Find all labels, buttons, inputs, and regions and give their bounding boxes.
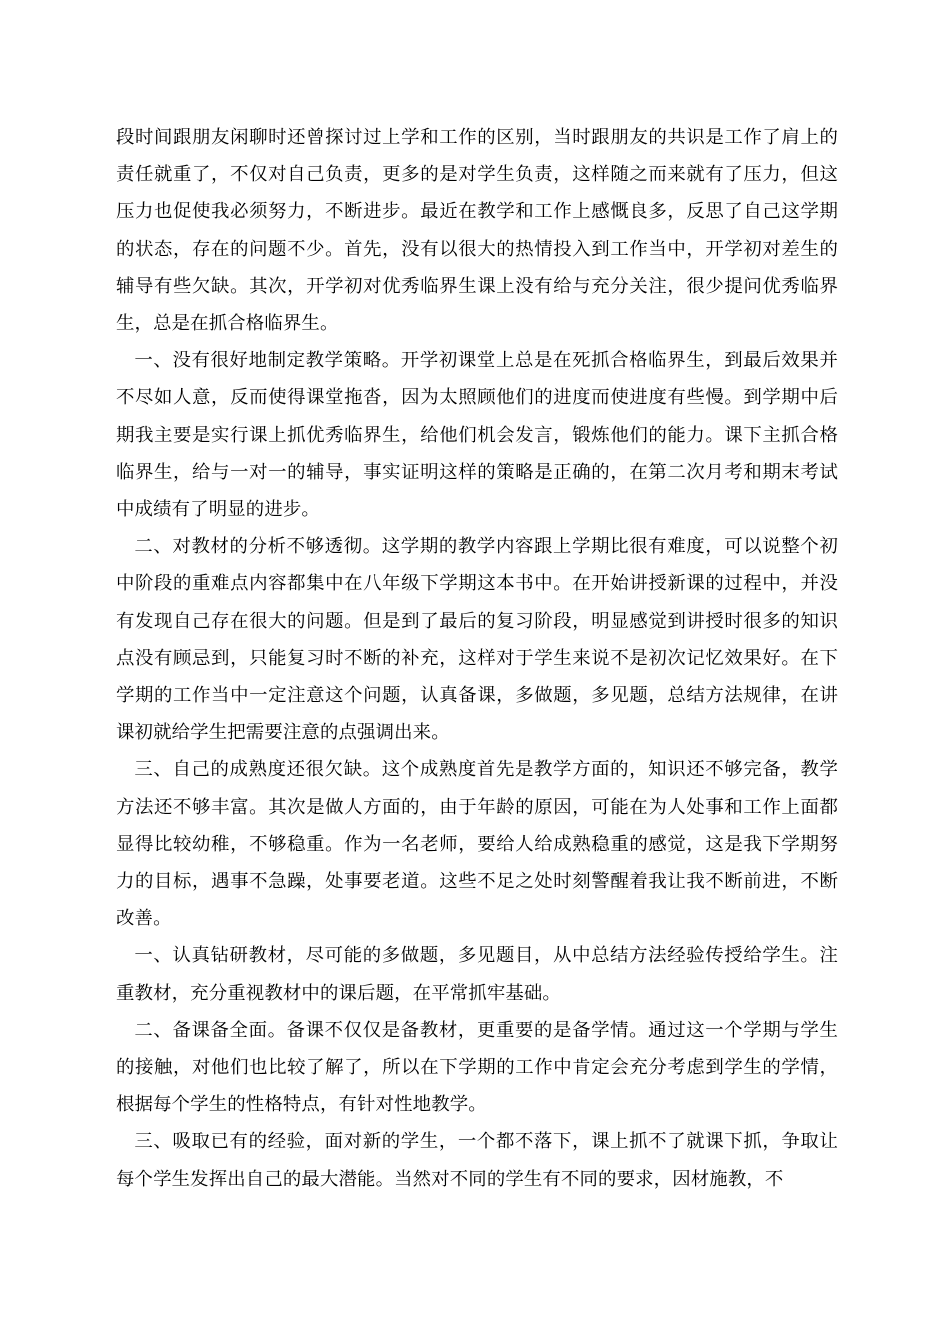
paragraph-point-one-strategy: 一、没有很好地制定教学策略。开学初课堂上总是在死抓合格临界生，到最后效果并不尽如人意，反而使得课堂拖沓，因为太照顾他们的进度而使进度有些慢。到学期中后期我主要是实行课上抓优秀临界生，给他们机会发言，锻炼他们的能力。课下主抓合格临界生，给与一对一的辅导，事实证明这样的策略是正确的，在第二次月考和期末考试中成绩有了明显的进步。 xyxy=(116,350,838,521)
paragraph-plan-three-experience: 三、吸取已有的经验，面对新的学生，一个都不落下，课上抓不了就课下抓，争取让每个学生发挥出自己的最大潜能。当然对不同的学生有不同的要求，因材施教，不 xyxy=(116,1131,838,1190)
paragraph-point-three-maturity: 三、自己的成熟度还很欠缺。这个成熟度首先是教学方面的，知识还不够完备，教学方法还不够丰富。其次是做人方面的，由于年龄的原因，可能在为人处事和工作上面都显得比较幼稚，不够稳重。作为一名老师，要给人给成熟稳重的感觉，这是我下学期努力的目标，遇事不急躁，处事要老道。这些不足之处时刻警醒着我让我不断前进，不断改善。 xyxy=(116,759,838,930)
paragraph-plan-one-study: 一、认真钻研教材，尽可能的多做题，多见题目，从中总结方法经验传授给学生。注重教材，充分重视教材中的课后题，在平常抓牢基础。 xyxy=(116,945,838,1004)
document-body xyxy=(116,119,838,1198)
paragraph-continuation: 段时间跟朋友闲聊时还曾探讨过上学和工作的区别，当时跟朋友的共识是工作了肩上的责任就重了，不仅对自己负责，更多的是对学生负责，这样随之而来就有了压力，但这压力也促使我必须努力，不断进步。最近在教学和工作上感慨良多，反思了自己这学期的状态，存在的问题不少。首先，没有以很大的热情投入到工作当中，开学初对差生的辅导有些欠缺。其次，开学初对优秀临界生课上没有给与充分关注，很少提问优秀临界生，总是在抓合格临界生。 xyxy=(116,127,838,335)
paragraph-plan-two-preparation: 二、备课备全面。备课不仅仅是备教材，更重要的是备学情。通过这一个学期与学生的接触，对他们也比较了解了，所以在下学期的工作中肯定会充分考虑到学生的学情，根据每个学生的性格特点，有针对性地教学。 xyxy=(116,1019,838,1116)
paragraph-point-two-textbook: 二、对教材的分析不够透彻。这学期的教学内容跟上学期比很有难度，可以说整个初中阶段的重难点内容都集中在八年级下学期这本书中。在开始讲授新课的过程中，并没有发现自己存在很大的问题。但是到了最后的复习阶段，明显感觉到讲授时很多的知识点没有顾忌到，只能复习时不断的补充，这样对于学生来说不是初次记忆效果好。在下学期的工作当中一定注意这个问题，认真备课，多做题，多见题，总结方法规律，在讲课初就给学生把需要注意的点强调出来。 xyxy=(116,536,838,744)
